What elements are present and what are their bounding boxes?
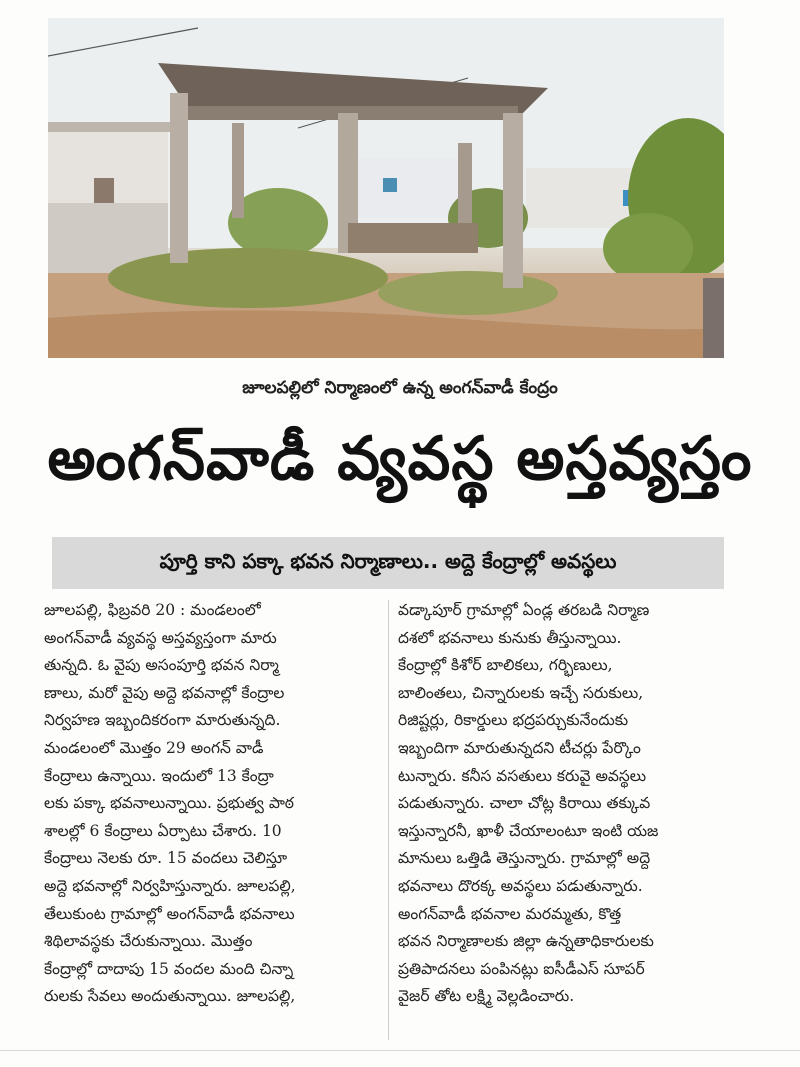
body-line: మానులు ఒత్తిడి తెస్తున్నారు. గ్రామాల్లో అద్దె [398,849,651,868]
body-line: తున్నది. ఓ వైపు అసంపూర్తి భవన నిర్మా [44,656,279,675]
body-line: ప్రతిపాదనలు పంపినట్లు ఐసీడీఎస్ సూపర్ [398,959,645,978]
photo-illustration [48,18,724,358]
body-line: ణాలు, మరో వైపు అద్దె భవనాల్లో కేంద్రాల [44,683,285,702]
body-line: వైజర్ తోట లక్ష్మి వెల్లడించారు. [398,987,575,1006]
headline: అంగన్‌వాడీ వ్యవస్థ అస్తవ్యస్తం [47,424,753,494]
body-line: పడుతున్నారు. చాలా చోట్ల కిరాయి తక్కువ [398,794,651,813]
body-line: నిర్వహణ ఇబ్బందికరంగా మారుతున్నది. [44,711,281,730]
bottom-rule [0,1050,800,1051]
subheadline: పూర్తి కాని పక్కా భవన నిర్మాణాలు.. అద్దె కేంద్రాల్లో అవస్థలు [159,548,617,573]
body-line: కేంద్రాల్లో కిశోర్ బాలికలు, గర్భిణులు, [398,656,613,675]
body-line: వడ్కాపూర్ గ్రామాల్లో ఏండ్ల తరబడి నిర్మాణ [398,601,650,619]
body-line: ఇబ్బందిగా మారుతున్నదని టీచర్లు పేర్కొం [398,738,641,757]
anganwadi-building-photo [48,18,724,358]
article-column-right [398,597,732,1011]
body-line: రిజిష్టర్లు, రికార్డులు భద్రపర్చుకునేందుకు [398,711,629,730]
photo-caption: జూలపల్లిలో నిర్మాణంలో ఉన్న అంగన్‌వాడీ కేంద్రం [242,378,558,398]
body-line: భవన నిర్మాణాలకు జిల్లా ఉన్నతాధికారులకు [398,932,654,951]
body-line: లకు పక్కా భవనాలున్నాయి. ప్రభుత్వ పాఠ [44,794,294,813]
body-line: భవనాలు దొరక్క అవస్థలు పడుతున్నారు. [398,876,643,895]
body-line: బాలింతలు, చిన్నారులకు ఇచ్చే సరుకులు, [398,683,644,702]
body-line: శాలల్లో 6 కేంద్రాలు ఏర్పాటు చేశారు. 10 [44,821,282,840]
body-line: కేంద్రాలు ఉన్నాయి. ఇందులో 13 కేంద్రా [44,766,274,785]
body-line: తేలుకుంట గ్రామాల్లో అంగన్‌వాడీ భవనాలు [44,904,295,923]
subheadline-bar [52,537,724,589]
article-column-left [44,597,384,1011]
body-line: మండలంలో మొత్తం 29 అంగన్ వాడీ [44,738,264,757]
body-line: టున్నారు. కనీస వసతులు కరువై అవస్థలు [398,766,647,785]
body-line: దశలో భవనాలు కునుకు తీస్తున్నాయి. [398,628,622,647]
body-line: అంగన్‌వాడీ వ్యవస్థ అస్తవ్యస్తంగా మారు [44,628,277,647]
body-line: శిథిలావస్థకు చేరుకున్నాయి. మొత్తం [44,932,253,951]
body-line: కేంద్రాలు నెలకు రూ. 15 వందలు చెలిస్తూ [44,849,288,868]
body-line: కేంద్రాల్లో దాదాపు 15 వందల మంది చిన్నా [44,959,294,978]
body-line: ఇస్తున్నారనీ, ఖాళీ చేయాలంటూ ఇంటి యజ [398,821,659,840]
body-line: జూలపల్లి, ఫిబ్రవరి 20 : మండలంలో [44,601,261,619]
body-line: అద్దె భవనాల్లో నిర్వహిస్తున్నారు. జూలపల్లి, [44,876,296,895]
body-line: రులకు సేవలు అందుతున్నాయి. జూలపల్లి, [44,987,296,1006]
body-line: అంగన్‌వాడీ భవనాల మరమ్మతు, కొత్త [398,904,622,923]
column-divider [388,600,389,1040]
